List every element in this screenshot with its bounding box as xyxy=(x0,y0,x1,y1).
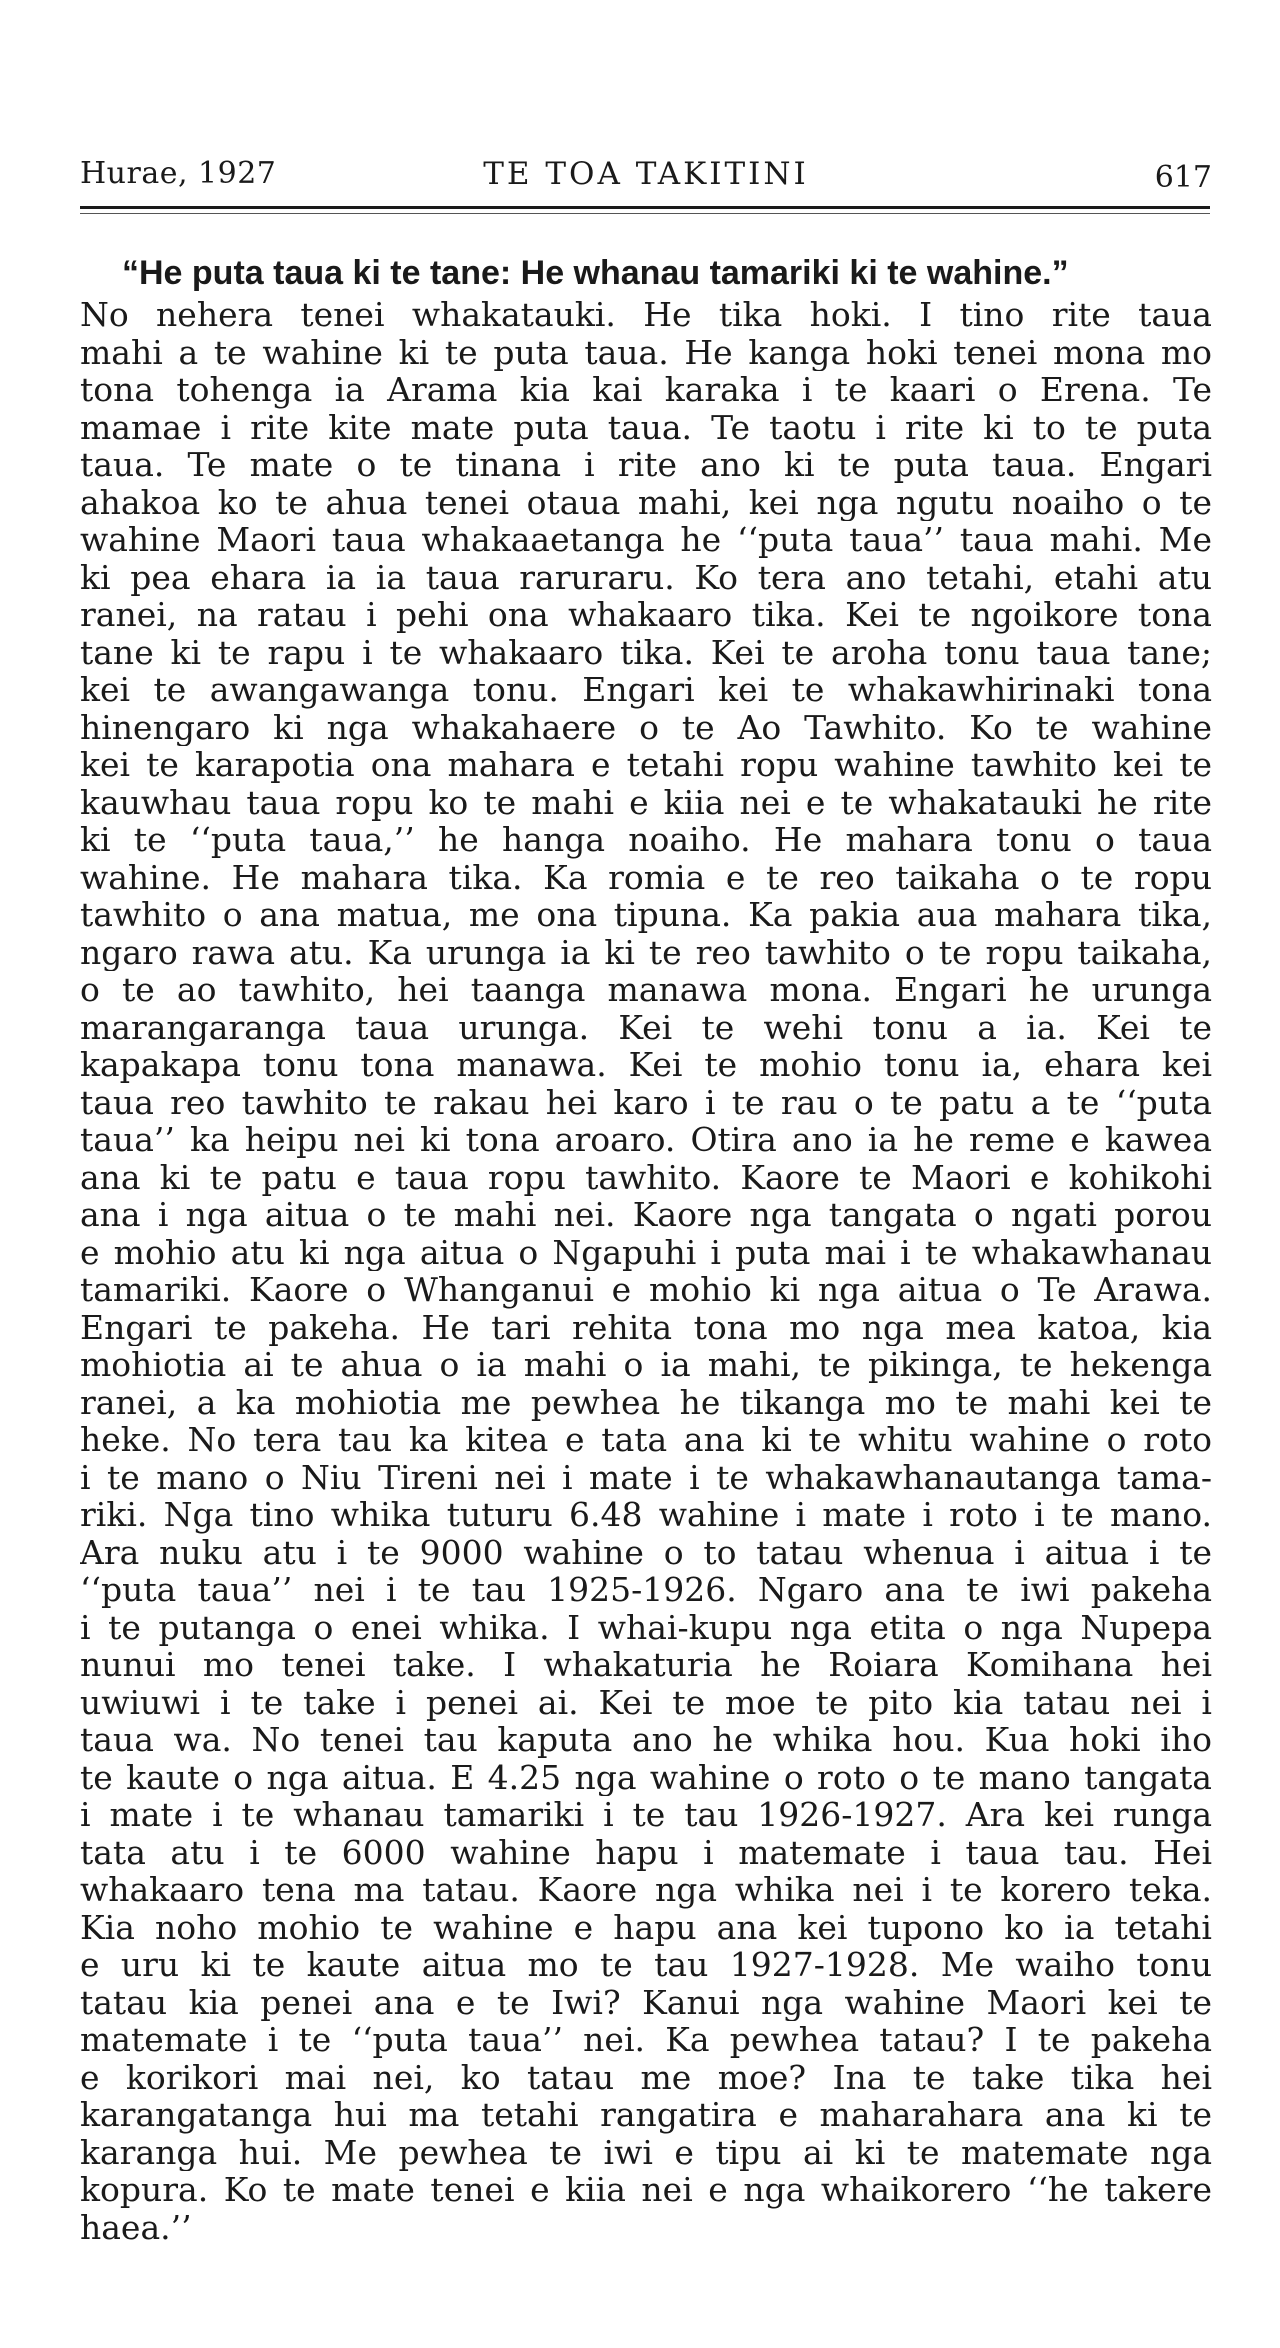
article-title: “He puta taua ki te tane: He whanau tamariki ki te wahine.” xyxy=(122,254,1069,292)
text-line: ki pea ehara ia ia taua raruraru. Ko tera ano tetahi, etahi atu xyxy=(80,558,1212,596)
text-line: Kia noho mohio te wahine e hapu ana kei tupono ko ia tetahi xyxy=(80,1908,1212,1946)
text-line: e mohio atu ki nga aitua o Ngapuhi i puta mai i te whakawhanau xyxy=(80,1233,1212,1271)
text-line: riki. Nga tino whika tuturu 6.48 wahine i mate i roto i te mano. xyxy=(80,1496,1212,1534)
text-line: tawhito o ana matua, me ona tipuna. Ka pakia aua mahara tika, xyxy=(80,896,1212,934)
text-line: kauwhau taua ropu ko te mahi e kiia nei e te whakatauki he rite xyxy=(80,783,1212,821)
header-page-number: 617 xyxy=(1154,160,1212,195)
text-line: ahakoa ko te ahua tenei otaua mahi, kei nga ngutu noaiho o te xyxy=(80,483,1212,521)
text-line: i te mano o Niu Tireni nei i mate i te whakawhanautanga tama- xyxy=(80,1458,1212,1496)
text-line: whakaaro tena ma tatau. Kaore nga whika nei i te korero teka. xyxy=(80,1871,1212,1909)
text-line: ranei, na ratau i pehi ona whakaaro tika. Kei te ngoikore tona xyxy=(80,596,1212,634)
text-line: e uru ki te kaute aitua mo te tau 1927-1928. Me waiho tonu xyxy=(80,1946,1212,1984)
text-line: mamae i rite kite mate puta taua. Te taotu i rite ki to te puta xyxy=(80,408,1212,446)
text-line: ki te ‘‘puta taua,’’ he hanga noaiho. He mahara tonu o taua xyxy=(80,821,1212,859)
text-line-final: haea.’’ xyxy=(80,2208,192,2246)
text-line: i mate i te whanau tamariki i te tau 1926-1927. Ara kei runga xyxy=(80,1796,1212,1834)
text-line: matemate i te ‘‘puta taua’’ nei. Ka pewhea tatau? I te pakeha xyxy=(80,2021,1212,2059)
text-line: tane ki te rapu i te whakaaro tika. Kei te aroha tonu taua tane; xyxy=(80,633,1212,671)
text-line: taua reo tawhito te rakau hei karo i te rau o te patu a te ‘‘puta xyxy=(80,1083,1212,1121)
text-line: i te putanga o enei whika. I whai-kupu nga etita o nga Nupepa xyxy=(80,1608,1212,1646)
header-rule xyxy=(80,206,1210,209)
text-line: tata atu i te 6000 wahine hapu i matemate i taua tau. Hei xyxy=(80,1833,1212,1871)
text-line: kopura. Ko te mate tenei e kiia nei e nga whaikorero ‘‘he takere xyxy=(80,2171,1212,2209)
text-line: taua. Te mate o te tinana i rite ano ki te puta taua. Engari xyxy=(80,446,1212,484)
text-line: heke. No tera tau ka kitea e tata ana ki te whitu wahine o roto xyxy=(80,1421,1212,1459)
text-line: taua’’ ka heipu nei ki tona aroaro. Otira ano ia he reme e kawea xyxy=(80,1121,1212,1159)
text-line: taua wa. No tenei tau kaputa ano he whika hou. Kua hoki iho xyxy=(80,1721,1212,1759)
text-line: ngaro rawa atu. Ka urunga ia ki te reo tawhito o te ropu taikaha, xyxy=(80,933,1212,971)
text-line: ‘‘puta taua’’ nei i te tau 1925-1926. Ngaro ana te iwi pakeha xyxy=(80,1571,1212,1609)
text-line: e korikori mai nei, ko tatau me moe? Ina te take tika hei xyxy=(80,2058,1212,2096)
text-line: No nehera tenei whakatauki. He tika hoki. I tino rite taua xyxy=(80,296,1212,334)
text-line: wahine Maori taua whakaaetanga he ‘‘puta taua’’ taua mahi. Me xyxy=(80,521,1212,559)
text-line: nunui mo tenei take. I whakaturia he Roiara Komihana hei xyxy=(80,1646,1212,1684)
text-line: kei te awangawanga tonu. Engari kei te whakawhirinaki tona xyxy=(80,671,1212,709)
text-line: karangatanga hui ma tetahi rangatira e maharahara ana ki te xyxy=(80,2096,1212,2134)
text-line: mohiotia ai te ahua o ia mahi o ia mahi, te pikinga, te hekenga xyxy=(80,1346,1212,1384)
text-line: ana ki te patu e taua ropu tawhito. Kaore te Maori e kohikohi xyxy=(80,1158,1212,1196)
text-line: tatau kia penei ana e te Iwi? Kanui nga wahine Maori kei te xyxy=(80,1983,1212,2021)
text-line: tona tohenga ia Arama kia kai karaka i te kaari o Erena. Te xyxy=(80,371,1212,409)
text-line: tamariki. Kaore o Whanganui e mohio ki nga aitua o Te Arawa. xyxy=(80,1271,1212,1309)
text-line: ana i nga aitua o te mahi nei. Kaore nga tangata o ngati porou xyxy=(80,1196,1212,1234)
text-line: marangaranga taua urunga. Kei te wehi tonu a ia. Kei te xyxy=(80,1008,1212,1046)
page-header xyxy=(80,150,1212,198)
article-body xyxy=(80,252,1212,2246)
text-line: hinengaro ki nga whakahaere o te Ao Tawhito. Ko te wahine xyxy=(80,708,1212,746)
text-line: uwiuwi i te take i penei ai. Kei te moe te pito kia tatau nei i xyxy=(80,1683,1212,1721)
text-line: mahi a te wahine ki te puta taua. He kanga hoki tenei mona mo xyxy=(80,333,1212,371)
text-line: te kaute o nga aitua. E 4.25 nga wahine o roto o te mano tangata xyxy=(80,1758,1212,1796)
text-line: Ara nuku atu i te 9000 wahine o to tatau whenua i aitua i te xyxy=(80,1533,1212,1571)
text-line: ranei, a ka mohiotia me pewhea he tikanga mo te mahi kei te xyxy=(80,1383,1212,1421)
text-line: kapakapa tonu tona manawa. Kei te mohio tonu ia, ehara kei xyxy=(80,1046,1212,1084)
header-publication-title: TE TOA TAKITINI xyxy=(483,156,809,192)
text-line: karanga hui. Me pewhea te iwi e tipu ai ki te matemate nga xyxy=(80,2133,1212,2171)
text-line: kei te karapotia ona mahara e tetahi ropu wahine tawhito kei te xyxy=(80,746,1212,784)
header-rule-thin xyxy=(80,213,1210,214)
text-line: wahine. He mahara tika. Ka romia e te reo taikaha o te ropu xyxy=(80,858,1212,896)
header-date: Hurae, 1927 xyxy=(80,156,277,191)
text-line: Engari te pakeha. He tari rehita tona mo nga mea katoa, kia xyxy=(80,1308,1212,1346)
text-line: o te ao tawhito, hei taanga manawa mona. Engari he urunga xyxy=(80,971,1212,1009)
